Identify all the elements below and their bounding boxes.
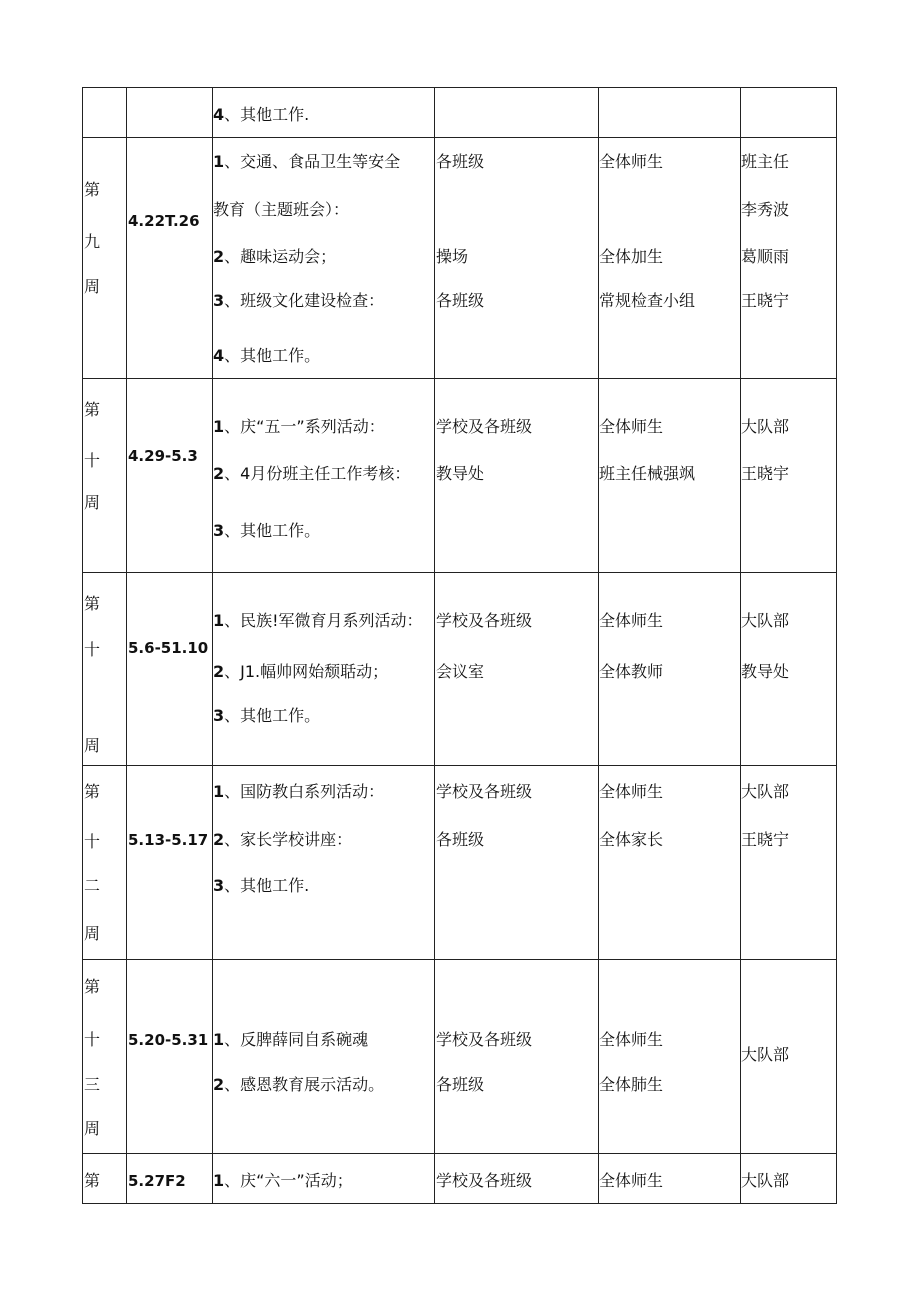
task-number: 4 [213, 105, 225, 124]
week-label: 周 [84, 1119, 101, 1138]
week-label: 周 [84, 924, 101, 943]
task-number: 2 [213, 464, 225, 483]
task-text: 、民族!军微育月系列活动： [224, 611, 423, 630]
table-border [82, 87, 83, 1204]
task-text: 、反脾薛同自系碗魂 [224, 1030, 369, 1049]
task-text: 、其他工作。 [224, 706, 321, 725]
participants-text: 全体家长 [599, 830, 664, 849]
task-line [213, 291, 384, 311]
date-range: 5.20-5.31 [128, 1031, 209, 1049]
task-text: 、趣味运动会； [224, 247, 337, 266]
task-text: 、4月份班主任工作考核： [224, 464, 411, 483]
participants-text: 全体师生 [599, 1171, 664, 1190]
task-text: 、其他工作。 [224, 521, 321, 540]
task-text: 教育（主题班会）： [213, 200, 350, 219]
week-label: 第 [84, 782, 101, 801]
task-line [213, 346, 320, 366]
date-range: 5.27F2 [128, 1172, 186, 1190]
place-text: 操场 [436, 247, 469, 266]
place-text: 会议室 [436, 662, 485, 681]
owner-text: 王晓宁 [741, 291, 790, 310]
task-line [213, 417, 385, 437]
week-label: 十 [84, 451, 101, 470]
task-text: 、国防教白系列活动： [224, 782, 385, 801]
task-line [213, 152, 400, 172]
task-line [213, 782, 384, 802]
participants-text: 班主任械强飒 [599, 464, 696, 483]
table-border [82, 765, 837, 766]
place-text: 各班级 [436, 1075, 485, 1094]
task-number: 1 [213, 782, 225, 801]
task-line [213, 611, 423, 631]
owner-text: 李秀波 [741, 200, 790, 219]
week-label: 周 [84, 493, 101, 512]
owner-text: 大队部 [741, 1171, 790, 1190]
task-line [213, 1171, 353, 1191]
owner-text: 大队部 [741, 782, 790, 801]
date-range: 5.6-51.10 [128, 639, 209, 657]
week-label: 第 [84, 594, 101, 613]
task-number: 3 [213, 521, 225, 540]
task-number: 3 [213, 291, 225, 310]
participants-text: 全体加生 [599, 247, 664, 266]
date-range: 4.22T.26 [128, 212, 200, 230]
owner-text: 班主任 [741, 152, 790, 171]
week-label: 九 [84, 232, 101, 251]
table-border [82, 87, 837, 88]
task-line [213, 876, 309, 896]
week-label: 周 [84, 736, 101, 755]
task-line [213, 706, 320, 726]
owner-text: 大队部 [741, 1045, 790, 1064]
owner-text: 王晓宇 [741, 464, 790, 483]
place-text: 学校及各班级 [436, 611, 533, 630]
place-text: 各班级 [436, 830, 485, 849]
owner-text: 大队部 [741, 417, 790, 436]
week-label: 十 [84, 640, 101, 659]
owner-text: 教导处 [741, 662, 790, 681]
table-border [126, 87, 127, 1204]
table-border [836, 87, 837, 1204]
table-border [82, 137, 837, 138]
week-label: 第 [84, 400, 101, 419]
task-text: 、其他工作. [224, 876, 310, 895]
place-text: 学校及各班级 [436, 1030, 533, 1049]
task-number: 1 [213, 611, 225, 630]
task-number: 4 [213, 346, 225, 365]
place-text: 学校及各班级 [436, 417, 533, 436]
participants-text: 全体教师 [599, 662, 664, 681]
task-number: 2 [213, 662, 225, 681]
week-label: 第 [84, 1171, 101, 1190]
task-text: 、J1.幅帅网始颓聒动； [224, 662, 389, 681]
task-number: 1 [213, 1030, 225, 1049]
date-range: 4.29-5.3 [128, 447, 198, 465]
place-text: 教导处 [436, 464, 485, 483]
week-label: 三 [84, 1075, 101, 1094]
owner-text: 王晓宁 [741, 830, 790, 849]
table-border [82, 959, 837, 960]
task-line [213, 1075, 384, 1095]
task-number: 2 [213, 830, 225, 849]
place-text: 学校及各班级 [436, 782, 533, 801]
week-label: 二 [84, 876, 101, 895]
task-text: 、交通、食品卫生等安全 [224, 152, 401, 171]
task-line [213, 1030, 368, 1050]
task-number: 1 [213, 417, 225, 436]
week-label: 第 [84, 180, 101, 199]
participants-text: 全体师生 [599, 1030, 664, 1049]
task-line [213, 247, 336, 267]
owner-text: 葛顺雨 [741, 247, 790, 266]
task-line [213, 830, 352, 850]
task-line [213, 200, 349, 220]
task-text: 、感恩教育展示活动。 [224, 1075, 385, 1094]
task-text: 、其他工作. [224, 105, 310, 124]
task-line [213, 105, 309, 125]
task-number: 3 [213, 876, 225, 895]
task-number: 1 [213, 152, 225, 171]
participants-text: 常规检查小组 [599, 291, 696, 310]
week-label: 十 [84, 832, 101, 851]
table-border [82, 572, 837, 573]
task-line [213, 464, 410, 484]
task-line [213, 662, 388, 682]
participants-text: 全体师生 [599, 782, 664, 801]
participants-text: 全体师生 [599, 611, 664, 630]
table-border [82, 1153, 837, 1154]
owner-text: 大队部 [741, 611, 790, 630]
table-border [434, 87, 435, 1204]
task-number: 2 [213, 247, 225, 266]
participants-text: 全体师生 [599, 152, 664, 171]
task-number: 3 [213, 706, 225, 725]
date-range: 5.13-5.17 [128, 831, 209, 849]
task-number: 2 [213, 1075, 225, 1094]
task-line [213, 521, 320, 541]
place-text: 各班级 [436, 291, 485, 310]
task-text: 、庆“六一”活动； [224, 1171, 353, 1190]
week-label: 十 [84, 1030, 101, 1049]
place-text: 学校及各班级 [436, 1171, 533, 1190]
participants-text: 全体肺生 [599, 1075, 664, 1094]
task-number: 1 [213, 1171, 225, 1190]
week-label: 第 [84, 977, 101, 996]
week-label: 周 [84, 277, 101, 296]
place-text: 各班级 [436, 152, 485, 171]
task-text: 、其他工作。 [224, 346, 321, 365]
task-text: 、庆“五一”系列活动： [224, 417, 385, 436]
table-border [82, 378, 837, 379]
participants-text: 全体师生 [599, 417, 664, 436]
table-border [82, 1203, 837, 1204]
task-text: 、班级文化建设检查： [224, 291, 385, 310]
task-text: 、家长学校讲座： [224, 830, 353, 849]
